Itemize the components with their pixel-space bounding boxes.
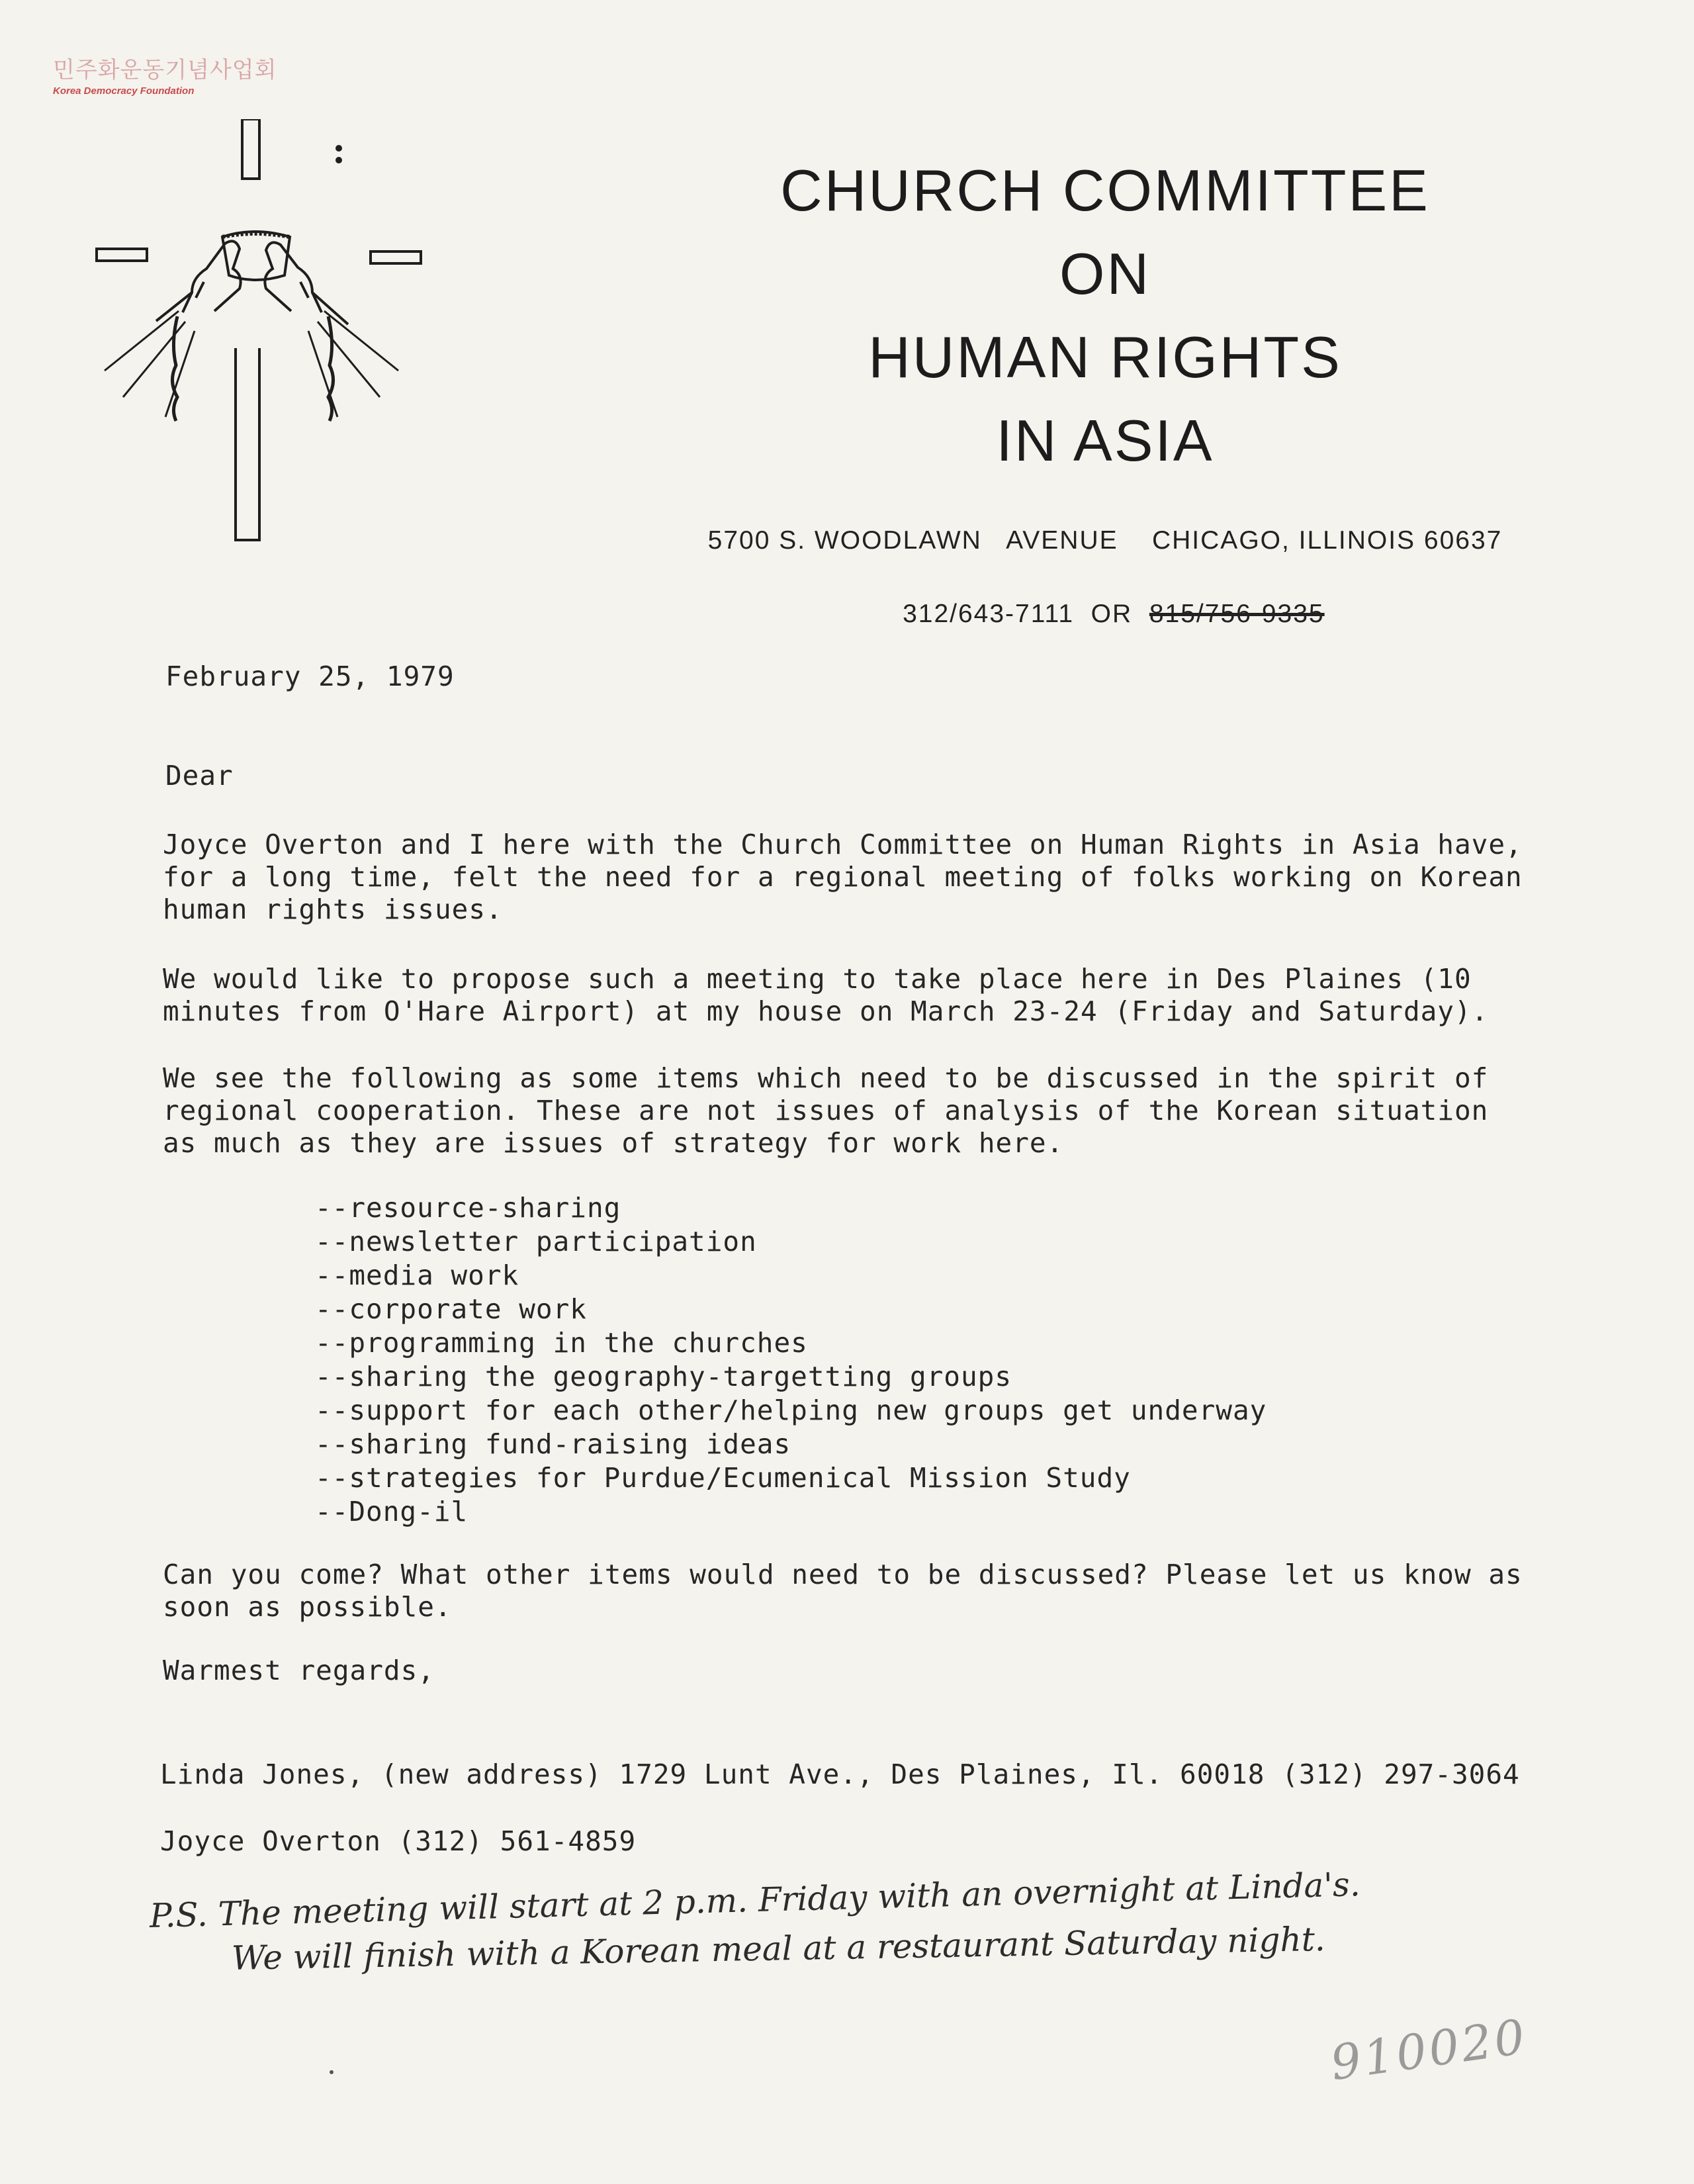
signature-joyce: Joyce Overton (312) 561-4859	[160, 1825, 637, 1857]
list-item: --media work	[315, 1259, 519, 1291]
closing: Warmest regards,	[163, 1655, 435, 1686]
paper-speck	[330, 2070, 334, 2074]
list-item: --resource-sharing	[315, 1192, 621, 1224]
letterhead-address: 5700 S. WOODLAWN AVENUE CHICAGO, ILLINOIS 60637	[707, 526, 1503, 555]
letter-date: February 25, 1979	[165, 660, 455, 692]
list-item: --Dong-il	[315, 1496, 468, 1527]
paragraph-3: We see the following as some items which need to be discussed in the spirit of regional cooperation. These are not issues of analysis of the Korean situation as much as they are issues of strategy for work here.	[163, 1062, 1489, 1159]
list-item: --support for each other/helping new groups get underway	[315, 1394, 1267, 1426]
archive-number: 910020	[1327, 2008, 1531, 2091]
handwritten-postscript	[149, 1865, 1605, 1981]
cross-bottom-bar	[236, 348, 259, 540]
watermark-korean: 민주화운동기념사업회	[53, 57, 277, 83]
hands-breaking-bread-icon	[105, 232, 398, 421]
cross-right-arm	[371, 251, 421, 263]
cross-logo	[93, 119, 424, 543]
phone-struck: 815/756-9335	[1149, 600, 1325, 628]
list-item: --programming in the churches	[315, 1327, 808, 1359]
title-line: ON	[1059, 241, 1151, 306]
logo-dot	[337, 146, 341, 150]
list-item: --corporate work	[315, 1293, 587, 1325]
list-item: --strategies for Purdue/Ecumenical Mission Study	[315, 1462, 1131, 1494]
logo-dot	[337, 158, 341, 162]
agenda-list	[315, 1191, 1267, 1529]
list-item: --sharing the geography-targetting groups	[315, 1361, 1012, 1392]
title-line: CHURCH COMMITTEE	[780, 158, 1430, 223]
title-line: HUMAN RIGHTS	[868, 324, 1342, 390]
cross-top-bar	[242, 119, 259, 179]
signature-linda: Linda Jones, (new address) 1729 Lunt Ave., Des Plaines, Il. 60018 (312) 297-3064	[160, 1758, 1520, 1790]
title-line: IN ASIA	[996, 408, 1214, 473]
watermark-english: Korea Democracy Foundation	[53, 85, 195, 97]
organization-title	[543, 149, 1668, 482]
paragraph-4: Can you come? What other items would need to be discussed? Please let us know as soon as possible.	[163, 1559, 1523, 1623]
ps-line: We will finish with a Korean meal at a restaurant Saturday night.	[231, 1919, 1326, 1978]
cross-left-arm	[97, 249, 147, 261]
paragraph-1: Joyce Overton and I here with the Church Committee on Human Rights in Asia have, for a long time, felt the need for a regional meeting of folks working on Korean human rights issues.	[163, 829, 1523, 925]
salutation: Dear	[165, 760, 234, 792]
watermark	[53, 52, 277, 97]
ps-line: P.S. The meeting will start at 2 p.m. Friday with an overnight at Linda's.	[149, 1865, 1361, 1935]
letterhead-phone	[543, 570, 1668, 629]
list-item: --newsletter participation	[315, 1226, 757, 1257]
list-item: --sharing fund-raising ideas	[315, 1428, 791, 1460]
paragraph-2: We would like to propose such a meeting to take place here in Des Plaines (10 minutes from O'Hare Airport) at my house on March 23-24 (Friday and Saturday).	[163, 963, 1489, 1027]
phone-main: 312/643-7111 OR	[903, 600, 1149, 628]
